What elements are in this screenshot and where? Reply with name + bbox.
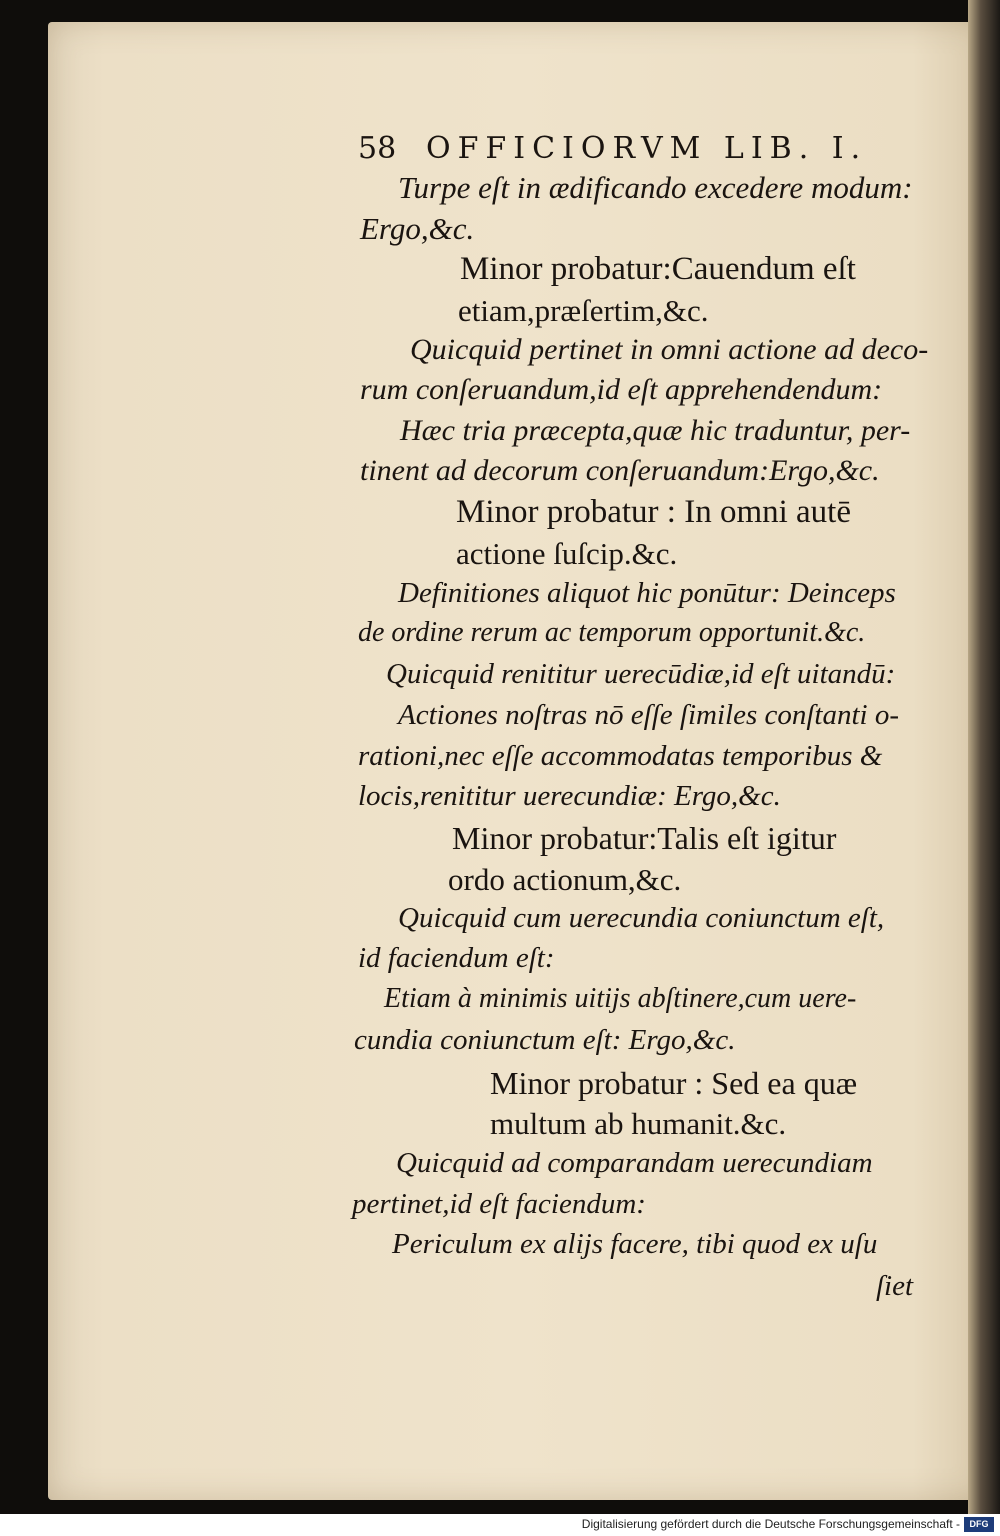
text-line: Quicquid pertinet in omni actione ad deco- [410,333,929,366]
book-spine [968,0,1000,1514]
text-line: pertinet,id eſt faciendum: [352,1188,646,1220]
text-line: Minor probatur : In omni autē [456,494,852,530]
text-line: id faciendum eſt: [358,942,555,974]
text-line: Hæc tria præcepta,quæ hic traduntur, per- [400,414,911,447]
text-line: multum ab humanit.&c. [490,1106,787,1141]
text-line: ordo actionum,&c. [448,862,682,897]
text-line: rum conſeruandum,id eſt apprehendendum: [360,373,883,406]
text-line: Actiones noſtras nō eſſe ſimiles conſtanti o- [398,699,899,731]
text-line: Minor probatur:Talis eſt igitur [452,820,837,856]
text-line: actione ſuſcip.&c. [456,536,678,571]
funding-credit: Digitalisierung gefördert durch die Deutsche Forschungsgemeinschaft - [581,1517,960,1531]
dfg-logo: DFG [964,1517,994,1532]
text-line: Minor probatur : Sed ea quæ [490,1065,858,1101]
text-line: Definitiones aliquot hic ponūtur: Deinceps [398,577,896,609]
running-title: OFFICIORVM LIB. I. [426,131,868,166]
text-line: cundia coniunctum eſt: Ergo,&c. [354,1024,736,1056]
text-line: ſiet [876,1270,914,1302]
text-line: de ordine rerum ac temporum opportunit.&c. [358,617,866,648]
text-line: Turpe eſt in ædificando excedere modum: [398,170,913,205]
text-line: rationi,nec eſſe accommodatas temporibus & [358,740,883,772]
text-line: tinent ad decorum conſeruandum:Ergo,&c. [360,454,880,487]
text-line: Ergo,&c. [360,211,475,246]
text-line: etiam,præſertim,&c. [458,293,709,328]
text-line: Quicquid ad comparandam uerecundiam [396,1147,873,1179]
text-line: Etiam à minimis uitijs abſtinere,cum uere- [384,983,857,1014]
text-line: Quicquid cum uerecundia coniunctum eſt, [398,902,885,934]
folio-number: 58 [358,131,397,166]
text-line: Periculum ex alijs facere, tibi quod ex uſu [392,1228,878,1260]
footer-bar [0,1514,1000,1536]
text-line: Quicquid renititur uerecūdiæ,id eſt uitandū: [386,658,896,690]
text-line: Minor probatur:Cauendum eſt [460,251,856,287]
text-line: locis,renititur uerecundiæ: Ergo,&c. [358,780,781,812]
